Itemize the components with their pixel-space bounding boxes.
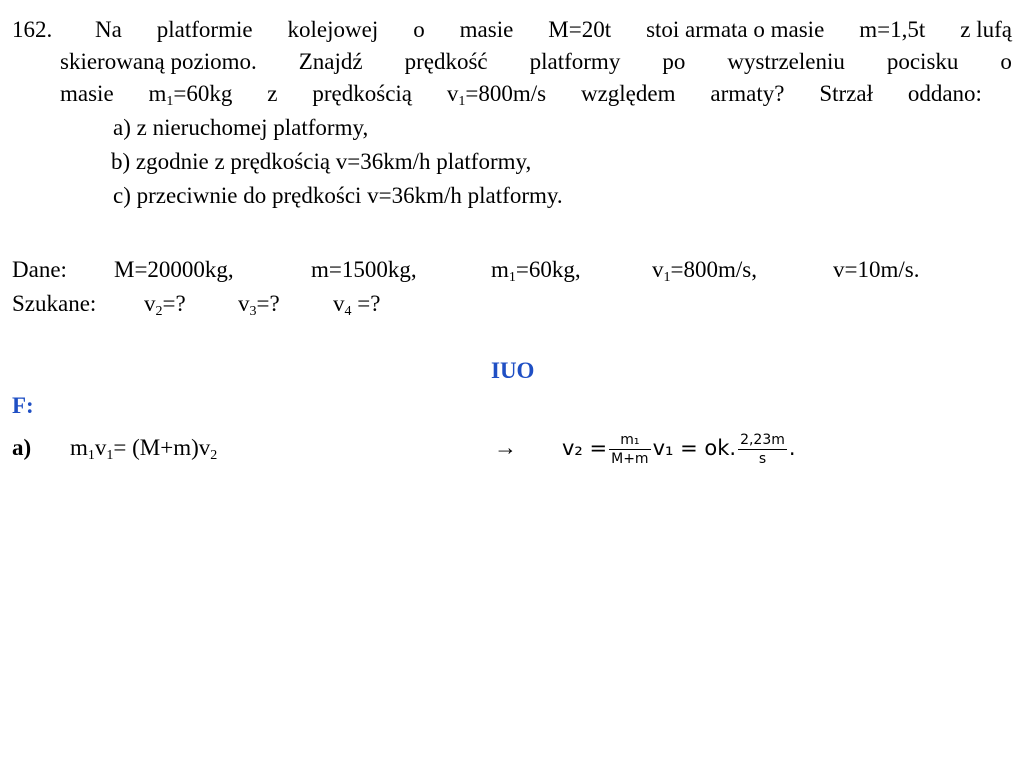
word: skierowaną poziomo. bbox=[60, 49, 257, 74]
given-label: Dane: bbox=[12, 257, 67, 282]
given-v: v=10m/s. bbox=[833, 257, 920, 282]
word: z lufą bbox=[960, 17, 1012, 42]
option-b: b) zgodnie z prędkością v=36km/h platformy, bbox=[111, 149, 532, 174]
fraction-result: $\frac{2,23m}{s}$ bbox=[740, 431, 785, 467]
iuo-heading: IUO bbox=[491, 358, 535, 383]
word: platformie bbox=[156, 17, 253, 42]
sought-v4: $v_4$ =? bbox=[333, 291, 381, 319]
word: M=20t bbox=[548, 17, 612, 42]
v1-value: $v_1=800m/s$ bbox=[446, 81, 547, 109]
given-m: m=1500kg, bbox=[311, 257, 417, 282]
word: Znajdź bbox=[298, 49, 363, 74]
word: względem bbox=[580, 81, 676, 106]
m1-value: $m_1=60kg$ bbox=[148, 81, 233, 109]
option-c: c) przeciwnie do prędkości v=36km/h platformy. bbox=[113, 183, 563, 208]
word: kolejowej bbox=[287, 17, 379, 42]
word: platformy bbox=[529, 49, 621, 74]
problem-line-1 bbox=[12, 14, 1012, 46]
momentum-equation: $m_1v_1= (M+m)v_2$ bbox=[70, 435, 218, 463]
word: o bbox=[413, 17, 425, 42]
fraction-mass-ratio: $\frac{\text{m₁}}{M+m}$ bbox=[611, 431, 649, 467]
word: m=1,5t bbox=[859, 17, 926, 42]
word: o bbox=[1000, 49, 1012, 74]
solution-a-label: a) bbox=[12, 435, 32, 460]
sought-v2: $v_2=$? bbox=[144, 291, 186, 319]
word: masie bbox=[459, 17, 514, 42]
word: stoi armata o masie bbox=[646, 17, 825, 42]
word: masie bbox=[60, 81, 114, 106]
problem-line-3 bbox=[60, 78, 982, 110]
option-a: a) z nieruchomej platformy, bbox=[113, 115, 369, 140]
given-v1: $v_1=800m/s$, bbox=[652, 257, 757, 285]
word: Strzał bbox=[819, 81, 873, 106]
sought-v3: $v_3=$? bbox=[238, 291, 280, 319]
word: armaty? bbox=[710, 81, 785, 106]
given-M: M=20000kg, bbox=[114, 257, 234, 282]
given-m1: $m_1=60kg$, bbox=[491, 257, 581, 285]
word: prędkość bbox=[404, 49, 488, 74]
arrow-icon: → bbox=[494, 435, 517, 460]
word: prędkością bbox=[312, 81, 413, 106]
word: po bbox=[662, 49, 686, 74]
sought-label: Szukane: bbox=[12, 291, 97, 316]
word: wystrzeleniu bbox=[727, 49, 845, 74]
problem-number: 162. bbox=[12, 17, 53, 42]
word: z bbox=[267, 81, 278, 106]
f-label: F: bbox=[12, 393, 34, 418]
word: oddano: bbox=[907, 81, 982, 106]
result-formula: v₂ = $\frac{\text{m₁}}{M+m}$ v₁ = ok. $\frac{2,23m}{s}$ . bbox=[562, 431, 796, 467]
word: Na bbox=[94, 17, 122, 42]
word: pocisku bbox=[886, 49, 959, 74]
problem-line-2 bbox=[60, 46, 1012, 78]
problem-statement bbox=[12, 14, 1012, 212]
